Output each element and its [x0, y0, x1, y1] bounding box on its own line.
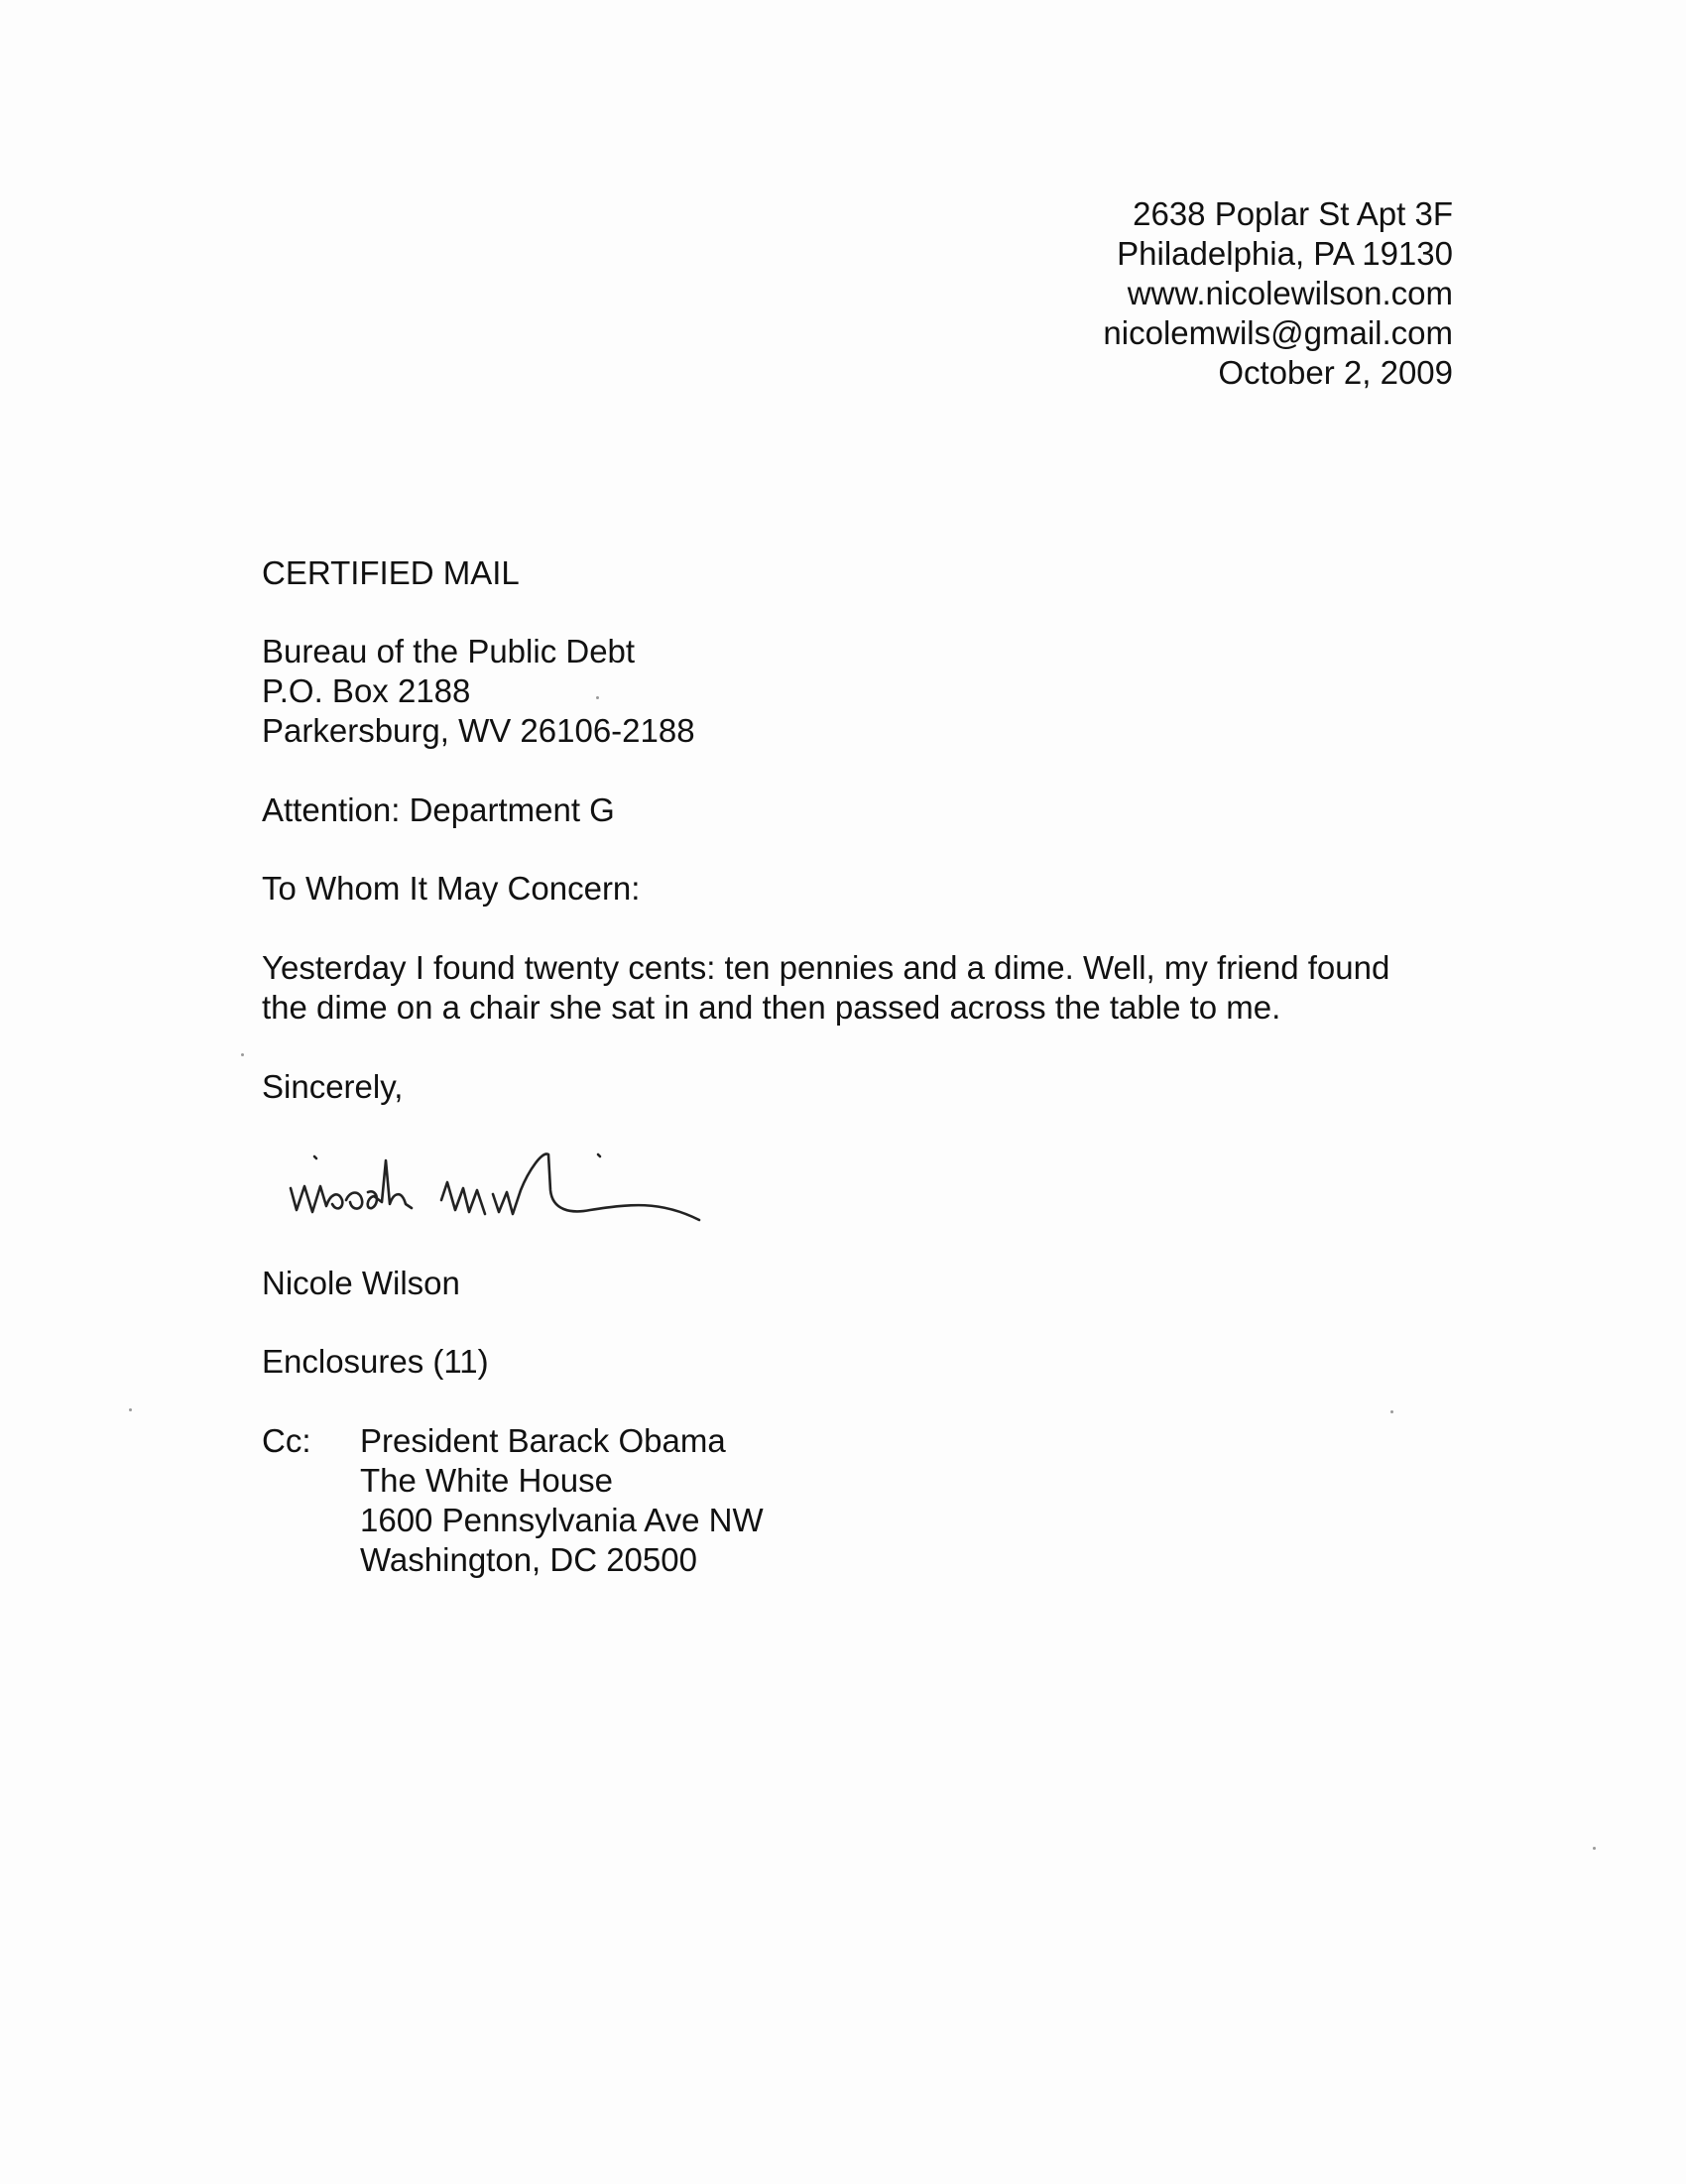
sender-email: nicolemwils@gmail.com [1103, 314, 1453, 351]
cc-label: Cc: [262, 1422, 311, 1459]
recipient-address-block [262, 632, 695, 751]
sender-website: www.nicolewilson.com [1127, 275, 1453, 311]
cc-org: The White House [360, 1462, 613, 1499]
recipient-city-state-zip: Parkersburg, WV 26106-2188 [262, 712, 695, 749]
enclosures-line: Enclosures (11) [262, 1343, 489, 1380]
sender-city-state-zip: Philadelphia, PA 19130 [1117, 235, 1453, 272]
signatory-name: Nicole Wilson [262, 1265, 460, 1301]
closing: Sincerely, [262, 1068, 404, 1105]
scan-speck [1593, 1847, 1596, 1850]
scan-speck [1390, 1410, 1393, 1413]
body-line-1: Yesterday I found twenty cents: ten pennies and a dime. Well, my friend found [262, 949, 1390, 986]
scan-speck [129, 1408, 132, 1411]
recipient-po-box: P.O. Box 2188 [262, 672, 471, 709]
sender-address-block [1103, 194, 1453, 393]
cc-address-block [360, 1421, 764, 1580]
handwritten-signature [283, 1131, 808, 1250]
cc-name: President Barack Obama [360, 1422, 726, 1459]
recipient-name: Bureau of the Public Debt [262, 633, 636, 669]
cc-street: 1600 Pennsylvania Ave NW [360, 1502, 764, 1538]
cc-city-state-zip: Washington, DC 20500 [360, 1541, 697, 1578]
letter-body [262, 948, 1389, 1028]
attention-line: Attention: Department G [262, 791, 615, 828]
letter-date: October 2, 2009 [1218, 354, 1453, 391]
delivery-method: CERTIFIED MAIL [262, 554, 520, 591]
salutation: To Whom It May Concern: [262, 870, 641, 907]
scan-speck [241, 1053, 244, 1056]
scan-speck [596, 696, 599, 699]
body-line-2: the dime on a chair she sat in and then passed across the table to me. [262, 989, 1281, 1026]
sender-street: 2638 Poplar St Apt 3F [1133, 195, 1453, 232]
